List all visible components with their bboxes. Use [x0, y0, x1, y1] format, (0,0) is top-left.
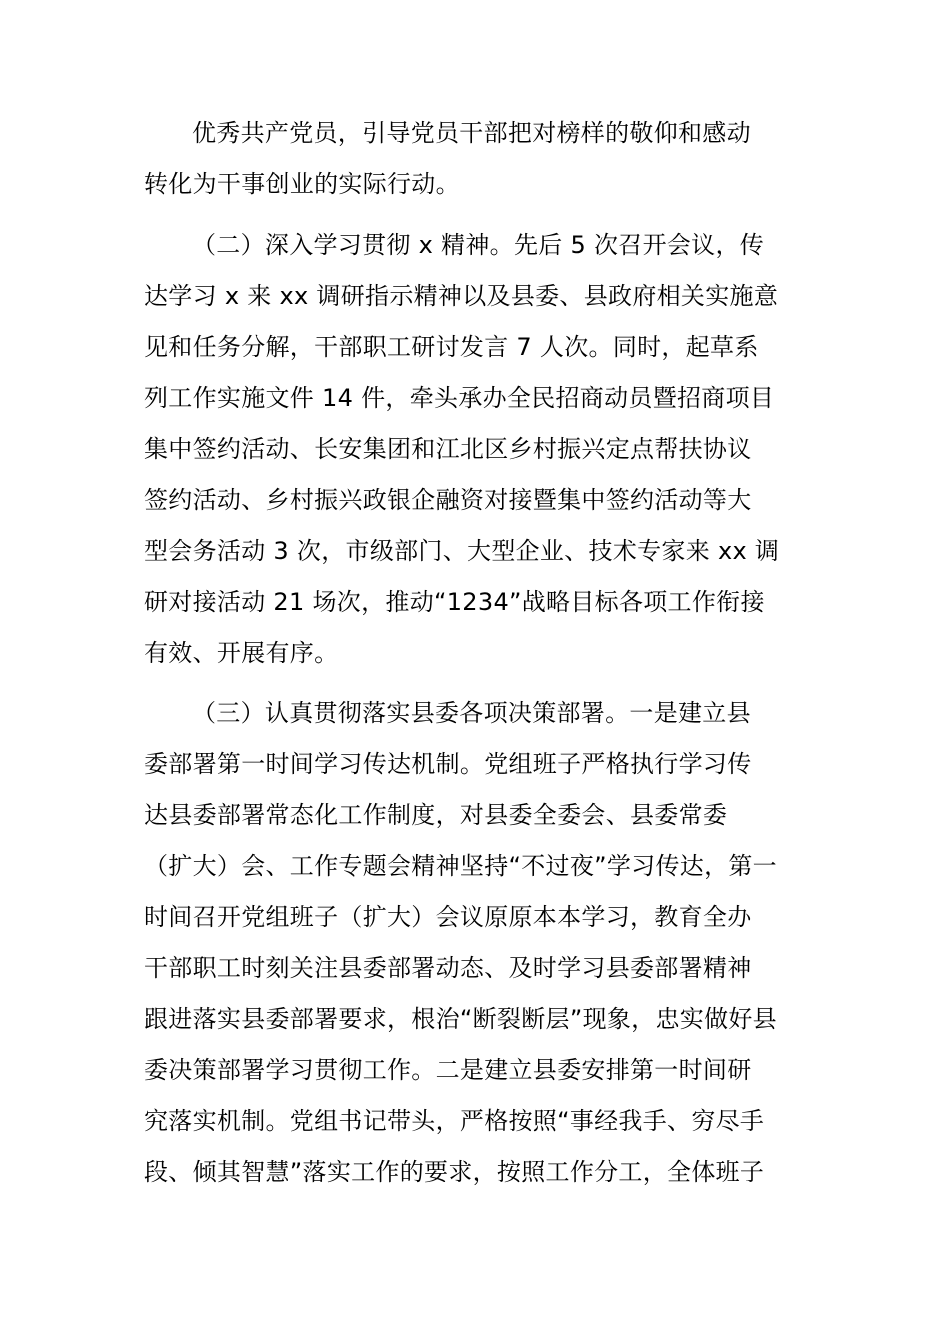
text-line: 委决策部署学习贯彻工作。二是建立县委安排第一时间研	[144, 1056, 752, 1084]
text-line: 研对接活动 21 场次，推动“1234”战略目标各项工作衔接	[144, 588, 765, 616]
text-line: 型会务活动 3 次，市级部门、大型企业、技术专家来 xx 调	[144, 537, 780, 565]
text-line: 达县委部署常态化工作制度，对县委全委会、县委常委	[144, 801, 728, 829]
text-line: 转化为干事创业的实际行动。	[144, 170, 460, 198]
text-line: 干部职工时刻关注县委部署动态、及时学习县委部署精神	[144, 954, 752, 982]
text-line: （三）认真贯彻落实县委各项决策部署。一是建立县	[192, 699, 751, 727]
text-line: （二）深入学习贯彻 x 精神。先后 5 次召开会议，传	[192, 231, 765, 259]
text-line: 究落实机制。党组书记带头，严格按照“事经我手、穷尽手	[144, 1107, 765, 1135]
text-line: 跟进落实县委部署要求，根治“断裂断层”现象，忠实做好县	[144, 1005, 777, 1033]
text-line: 委部署第一时间学习传达机制。党组班子严格执行学习传	[144, 750, 752, 778]
text-line: 达学习 x 来 xx 调研指示精神以及县委、县政府相关实施意	[144, 282, 779, 310]
text-line: 签约活动、乡村振兴政银企融资对接暨集中签约活动等大	[144, 486, 752, 514]
text-line: （扩大）会、工作专题会精神坚持“不过夜”学习传达，第一	[144, 852, 777, 880]
text-line: 集中签约活动、长安集团和江北区乡村振兴定点帮扶协议	[144, 435, 752, 463]
text-line: 见和任务分解，干部职工研讨发言 7 人次。同时，起草系	[144, 333, 759, 361]
text-line: 有效、开展有序。	[144, 639, 339, 667]
text-line: 时间召开党组班子（扩大）会议原原本本学习，教育全办	[144, 903, 752, 931]
text-line: 优秀共产党员，引导党员干部把对榜样的敬仰和感动	[192, 119, 751, 147]
text-line: 列工作实施文件 14 件，牵头承办全民招商动员暨招商项目	[144, 384, 775, 412]
text-line: 段、倾其智慧”落实工作的要求，按照工作分工，全体班子	[144, 1158, 765, 1186]
